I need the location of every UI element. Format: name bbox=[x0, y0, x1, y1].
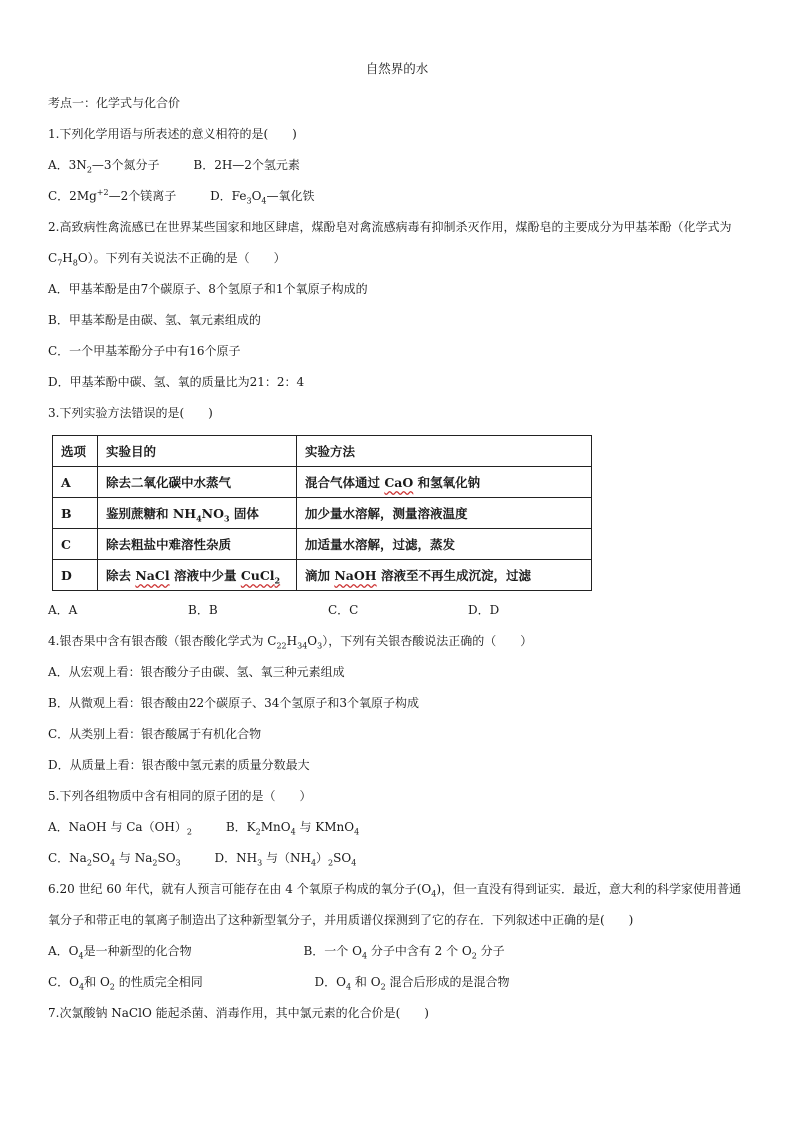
q2-stem: 2.高致病性禽流感已在世界某些国家和地区肆虐，煤酚皂对禽流感病毒有抑制杀灭作用，煤酚皂的主要成分为甲基苯酚（化学式为 $C_7H_8O$）。下列有关说法不正确的是（ ） bbox=[48, 220, 732, 268]
q4-option-d: D．从质量上看：银杏酸中氢元素的质量分数最大 bbox=[48, 758, 310, 772]
q4-option-c: C．从类别上看：银杏酸属于有机化合物 bbox=[48, 727, 262, 741]
q3-option-a: A．A bbox=[48, 603, 78, 617]
q2-option-a: A．甲基苯酚是由7个碳原子、8个氢原子和1个氧原子构成的 bbox=[48, 282, 368, 296]
q3-table bbox=[52, 435, 592, 591]
row-d-method: 滴加 NaOH 溶液至不再生成沉淀，过滤 bbox=[297, 560, 592, 591]
document-body bbox=[48, 88, 748, 1029]
row-a-goal: 除去二氧化碳中水蒸气 bbox=[98, 467, 297, 498]
q5-stem: 5.下列各组物质中含有相同的原子团的是（ ） bbox=[48, 789, 312, 803]
table-header-row bbox=[53, 436, 592, 467]
q3-stem: 3.下列实验方法错误的是( ) bbox=[48, 406, 213, 420]
q2-option-b: B．甲基苯酚是由碳、氢、氧元素组成的 bbox=[48, 313, 261, 327]
q6-stem: 6.20 世纪 60 年代，就有人预言可能存在由 4 个氧原子构成的氧分子$(O_4)$，但一直没有得到证实．最近，意大利的科学家使用普通氧分子和带正电的氧离子制造出了这种新型氧分子，并用质谱仪探测到了它的存在．下列叙述中正确的是( ) bbox=[48, 882, 741, 927]
row-a-method: 混合气体通过 CaO 和氢氧化钠 bbox=[297, 467, 592, 498]
row-d-option: D bbox=[53, 560, 98, 591]
q6-option-c: C．$O_4$和 $O_2$ 的性质完全相同 bbox=[48, 975, 203, 992]
q6-options-ab bbox=[48, 936, 748, 967]
q4-option-b: B．从微观上看：银杏酸由22个碳原子、34个氢原子和3个氧原子构成 bbox=[48, 696, 419, 710]
row-c-method: 加适量水溶解，过滤，蒸发 bbox=[297, 529, 592, 560]
q6-option-a: A．$O_4$是一种新型的化合物 bbox=[48, 944, 192, 961]
section-heading: 考点一：化学式与化合价 bbox=[48, 96, 181, 110]
q4-stem: 4.银杏果中含有银杏酸（银杏酸化学式为 $C_{22}H_{34}O_3$），下列有关银杏酸说法正确的（ ） bbox=[48, 634, 533, 651]
q5-option-c: C．$Na_2SO_4$ 与 $Na_2SO_3$ bbox=[48, 851, 181, 868]
q5-option-d: D．$NH_3$ 与$(NH_4)_2SO_4$ bbox=[214, 851, 357, 868]
q3-option-b: B．B bbox=[188, 603, 218, 617]
row-b-goal: 鉴别蔗糖和 $NH_4NO_3$ 固体 bbox=[98, 498, 297, 529]
q1-options-ab bbox=[48, 150, 748, 181]
q5-option-b: B．$K_2MnO_4$ 与 KMnO$_4$ bbox=[225, 820, 360, 837]
table-header-option: 选项 bbox=[53, 436, 98, 467]
table-header-method: 实验方法 bbox=[297, 436, 592, 467]
q1-option-c: C．$2Mg^{+2}—2$个镁离子 bbox=[48, 188, 177, 203]
q1-option-b: B．2H—2个氢元素 bbox=[193, 158, 300, 172]
q3-option-d: D．D bbox=[468, 603, 500, 617]
row-c-option: C bbox=[53, 529, 98, 560]
row-b-method: 加少量水溶解，测量溶液温度 bbox=[297, 498, 592, 529]
table-row bbox=[53, 529, 592, 560]
q6-option-d: D．$O_4$ 和 $O_2$ 混合后形成的是混合物 bbox=[314, 975, 510, 992]
table-row bbox=[53, 560, 592, 591]
q1-stem: 1.下列化学用语与所表述的意义相符的是( ) bbox=[48, 127, 297, 141]
q5-option-a: A．NaOH 与 $Ca(OH)_2$ bbox=[48, 820, 192, 837]
row-d-goal: 除去 NaCl 溶液中少量 CuCl$_2$ bbox=[98, 560, 297, 591]
row-c-goal: 除去粗盐中难溶性杂质 bbox=[98, 529, 297, 560]
table-header-goal: 实验目的 bbox=[98, 436, 297, 467]
q7-stem: 7.次氯酸钠 NaClO 能起杀菌、消毒作用，其中氯元素的化合价是( ) bbox=[48, 1006, 429, 1020]
q4-option-a: A．从宏观上看：银杏酸分子由碳、氢、氧三种元素组成 bbox=[48, 665, 345, 679]
q1-options-cd bbox=[48, 181, 748, 212]
q3-options bbox=[48, 595, 748, 626]
q2-option-c: C．一个甲基苯酚分子中有16个原子 bbox=[48, 344, 241, 358]
q5-options-cd bbox=[48, 843, 748, 874]
q1-option-a: A．$3N_2—3$个氮分子 bbox=[48, 158, 160, 175]
q6-option-b: B．一个 $O_4$ 分子中含有 2 个 $O_2$ 分子 bbox=[303, 944, 505, 961]
page-title: 自然界的水 bbox=[365, 61, 429, 76]
table-row bbox=[53, 498, 592, 529]
q6-options-cd bbox=[48, 967, 748, 998]
q2-option-d: D．甲基苯酚中碳、氢、氧的质量比为21：2：4 bbox=[48, 375, 305, 389]
row-b-option: B bbox=[53, 498, 98, 529]
q3-option-c: C．C bbox=[328, 603, 359, 617]
q5-options-ab bbox=[48, 812, 748, 843]
q1-option-d: D．$Fe_3O_4—$氧化铁 bbox=[210, 189, 315, 206]
table-row bbox=[53, 467, 592, 498]
row-a-option: A bbox=[53, 467, 98, 498]
